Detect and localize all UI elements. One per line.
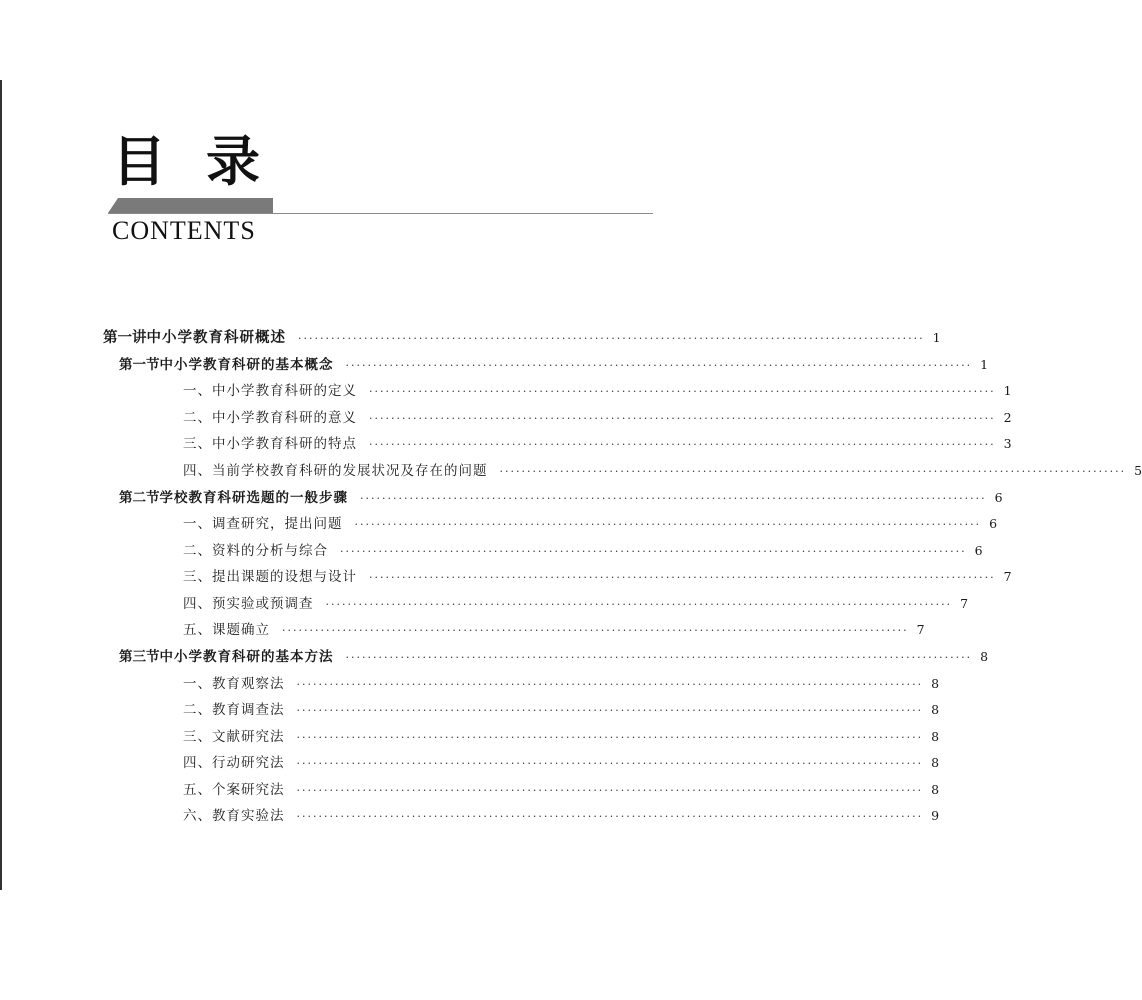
toc-title-zh: 目录 [112, 129, 300, 193]
toc-leader-dots: ·················································································································· [340, 545, 967, 558]
toc-item[interactable] [183, 511, 998, 537]
toc-item[interactable] [183, 405, 1012, 431]
toc-item[interactable] [183, 378, 1012, 404]
toc-page-number: 9 [931, 808, 940, 823]
toc-leader-dots: ·················································································································· [282, 624, 909, 637]
toc-lecture-1[interactable] [103, 325, 941, 351]
toc-item-title: 四、预实验或预调查 [183, 596, 314, 612]
toc-page-number: 7 [1003, 569, 1012, 584]
toc-page-number: 6 [994, 490, 1003, 505]
toc-section-2[interactable] [119, 485, 1003, 511]
toc-leader-dots: ·················································································································· [296, 757, 924, 770]
toc-leader-dots: ·················································································································· [296, 731, 924, 744]
toc-page-number: 2 [1003, 410, 1012, 425]
toc-item-title: 六、教育实验法 [183, 808, 285, 824]
toc-item-title: 二、中小学教育科研的意义 [183, 410, 357, 426]
toc-page-number: 8 [931, 702, 940, 717]
toc-page-number: 8 [931, 676, 940, 691]
toc-page-number: 1 [932, 330, 941, 345]
page-edge-rule [0, 80, 2, 890]
toc-item-title: 三、文献研究法 [183, 729, 285, 745]
toc-item[interactable] [183, 750, 940, 776]
toc-section-num: 第三节 [119, 649, 160, 665]
toc-section-title: 学校教育科研选题的一般步骤 [159, 490, 348, 506]
toc-section-num: 第一节 [119, 357, 160, 373]
toc-section-3[interactable] [119, 644, 989, 670]
toc-leader-dots: ·················································································································· [296, 678, 924, 691]
toc-item-title: 五、个案研究法 [183, 782, 285, 798]
toc-item-title: 一、调查研究，提出问题 [183, 516, 343, 532]
toc-title-en: CONTENTS [112, 216, 256, 245]
toc-leader-dots: ·················································································································· [369, 385, 996, 398]
toc-item[interactable] [183, 431, 1012, 457]
toc-item[interactable] [183, 538, 983, 564]
toc-leader-dots: ·················································································································· [369, 438, 996, 451]
toc-page-number: 8 [931, 729, 940, 744]
toc-page-number: 6 [974, 543, 983, 558]
toc-page-number: 6 [989, 516, 998, 531]
toc-leader-dots: ·················································································································· [298, 332, 925, 345]
toc-page-number: 7 [916, 622, 925, 637]
toc-item-title: 二、资料的分析与综合 [183, 543, 328, 559]
toc-leader-dots: ·················································································································· [325, 598, 953, 611]
toc-page-number: 8 [931, 755, 940, 770]
toc-item-title: 四、当前学校教育科研的发展状况及存在的问题 [183, 463, 488, 479]
toc-page-number: 8 [931, 782, 940, 797]
toc-leader-dots: ·················································································································· [369, 571, 996, 584]
toc-item[interactable] [183, 671, 940, 697]
toc-item[interactable] [183, 777, 940, 803]
toc-item-title: 二、教育调查法 [183, 702, 285, 718]
toc-item[interactable] [183, 591, 969, 617]
toc-item[interactable] [183, 617, 925, 643]
toc-item[interactable] [183, 803, 940, 829]
toc-item[interactable] [183, 564, 1012, 590]
toc-page-number: 5 [1134, 463, 1142, 478]
toc-page-number: 8 [980, 649, 989, 664]
toc-page-number: 1 [1003, 383, 1012, 398]
toc-page-number: 3 [1003, 436, 1012, 451]
toc-item-title: 四、行动研究法 [183, 755, 285, 771]
toc-section-title: 中小学教育科研的基本方法 [159, 649, 334, 665]
toc-leader-dots: ·················································································································· [360, 492, 987, 505]
toc-item-title: 三、提出课题的设想与设计 [183, 569, 357, 585]
toc-item-title: 五、课题确立 [183, 622, 270, 638]
toc-section-title: 中小学教育科研的基本概念 [159, 357, 334, 373]
toc-lecture-num: 第一讲 [103, 329, 147, 346]
toc-item[interactable] [183, 697, 940, 723]
toc-leader-dots: ·················································································································· [354, 518, 982, 531]
toc-leader-dots: ·················································································································· [369, 412, 996, 425]
toc-item-title: 一、中小学教育科研的定义 [183, 383, 357, 399]
toc-page-number: 7 [960, 596, 969, 611]
toc-item-title: 三、中小学教育科研的特点 [183, 436, 357, 452]
toc-page-number: 1 [980, 357, 989, 372]
toc-item-title: 一、教育观察法 [183, 676, 285, 692]
toc-section-num: 第二节 [119, 490, 160, 506]
toc-item[interactable] [183, 724, 940, 750]
toc-item[interactable] [183, 458, 1142, 484]
toc-leader-dots: ·················································································································· [499, 465, 1127, 478]
toc-leader-dots: ·················································································································· [296, 704, 924, 717]
toc-leader-dots: ·················································································································· [345, 651, 973, 664]
title-underline [108, 213, 653, 214]
toc-leader-dots: ·················································································································· [345, 359, 973, 372]
toc-leader-dots: ·················································································································· [296, 784, 924, 797]
toc-lecture-title: 中小学教育科研概述 [146, 329, 286, 346]
title-decor-band [108, 198, 273, 213]
toc-section-1[interactable] [119, 352, 989, 378]
toc-leader-dots: ·················································································································· [296, 810, 924, 823]
